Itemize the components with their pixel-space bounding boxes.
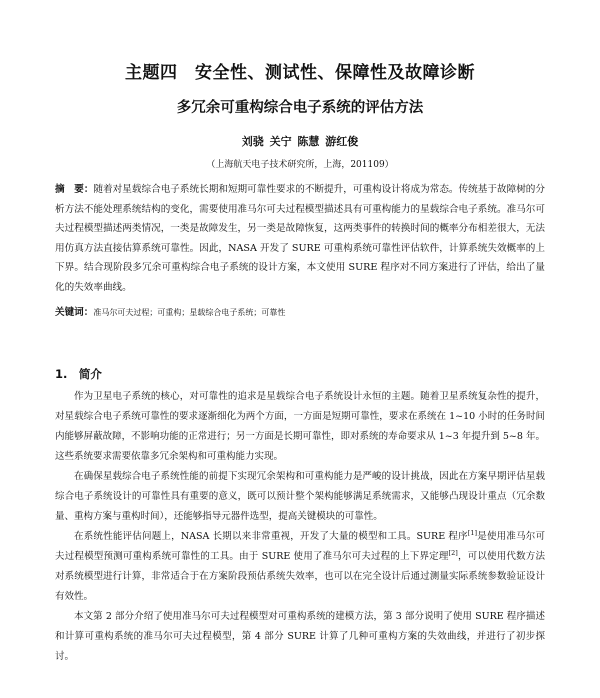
keywords <box>55 305 545 321</box>
topic-heading: 主题四 安全性、测试性、保障性及故障诊断 <box>125 63 475 83</box>
affiliation: （上海航天电子技术研究所，上海，201109） <box>206 160 394 170</box>
paragraph: 本文第 2 部分介绍了使用准马尔可夫过程模型对可重构系统的建模方法，第 3 部分说明了使用 SURE 程序描述和计算可重构系统的准马尔可夫过程模型，第 4 部分 SURE 计算了几种可重构方案的失效曲线，并进行了初步探讨。 <box>55 611 545 662</box>
citation-ref: [2] <box>448 548 458 557</box>
abstract-label: 摘 要： <box>55 184 94 195</box>
paragraph: 在确保星载综合电子系统性能的前提下实现冗余架构和可重构能力是严峻的设计挑战，因此在方案早期评估星载综合电子系统设计的可靠性具有重要的意义，既可以预计整个架构能够满足系统需求，又能够凸现设计重点（冗余数量、重构方案与重构时间），还能够指导元器件选型，提高关键模块的可靠性。 <box>55 471 545 522</box>
paragraph: 作为卫星电子系统的核心，对可靠性的追求是星载综合电子系统设计永恒的主题。随着卫星系统复杂性的提升，对星载综合电子系统可靠性的要求逐渐细化为两个方面，一方面是短期可靠性，要求在系统在 1~10 小时的任务时间内能够屏蔽故障，不影响功能的正常进行；另一方面是长期可靠性，即对系统的寿命要求从 1~3 年提升到 5~8 年。这些系统要求需要依靠多冗余架构和可重构能力实现。 <box>55 391 545 462</box>
keywords-label: 关键词： <box>55 307 94 318</box>
paragraph <box>55 527 545 607</box>
author-list: 刘骁 关宁 陈慧 游红俊 <box>241 135 359 148</box>
section-body <box>55 387 545 667</box>
paragraph-text: 是使用准马尔可夫过程模型预测可重构系统可靠性的工具。由于 SURE 使用了准马尔可夫过程的上下界定理 <box>55 531 545 562</box>
paper-title: 多冗余可重构综合电子系统的评估方法 <box>176 100 424 116</box>
citation-ref: [1] <box>467 528 478 537</box>
abstract <box>55 180 545 297</box>
keywords-text: 准马尔可夫过程；可重构；星载综合电子系统；可靠性 <box>93 308 286 317</box>
section-heading: 1. 简介 <box>55 367 102 381</box>
abstract-text: 随着对星载综合电子系统长期和短期可靠性要求的不断提升，可重构设计将成为常态。传统基于故障树的分析方法不能处理系统结构的变化，需要使用准马尔可夫过程模型描述具有可重构能力的星载综合电子系统。准马尔可夫过程模型描述两类情况，一类是故障发生，另一类是故障恢复，这两类事件的转换时间的概率分布相差很大，无法用仿真方法直接估算系统可靠性。因此，NASA 开发了 SURE 可重构系统可靠性评估软件，计算系统失效概率的上下界。结合现阶段多冗余可重构综合电子系统的设计方案，本文使用 SURE 程序对不同方案进行了评估，给出了量化的失效率曲线。 <box>55 184 546 293</box>
paragraph-text: ，可以使用代数方法对系统模型进行计算，非常适合于在方案阶段预估系统失效率，也可以在完全设计后通过测量实际系统参数验证设计有效性。 <box>55 551 545 602</box>
paragraph-text: 在系统性能评估问题上，NASA 长期以来非常重视，开发了大量的模型和工具。SURE 程序 <box>74 531 468 542</box>
